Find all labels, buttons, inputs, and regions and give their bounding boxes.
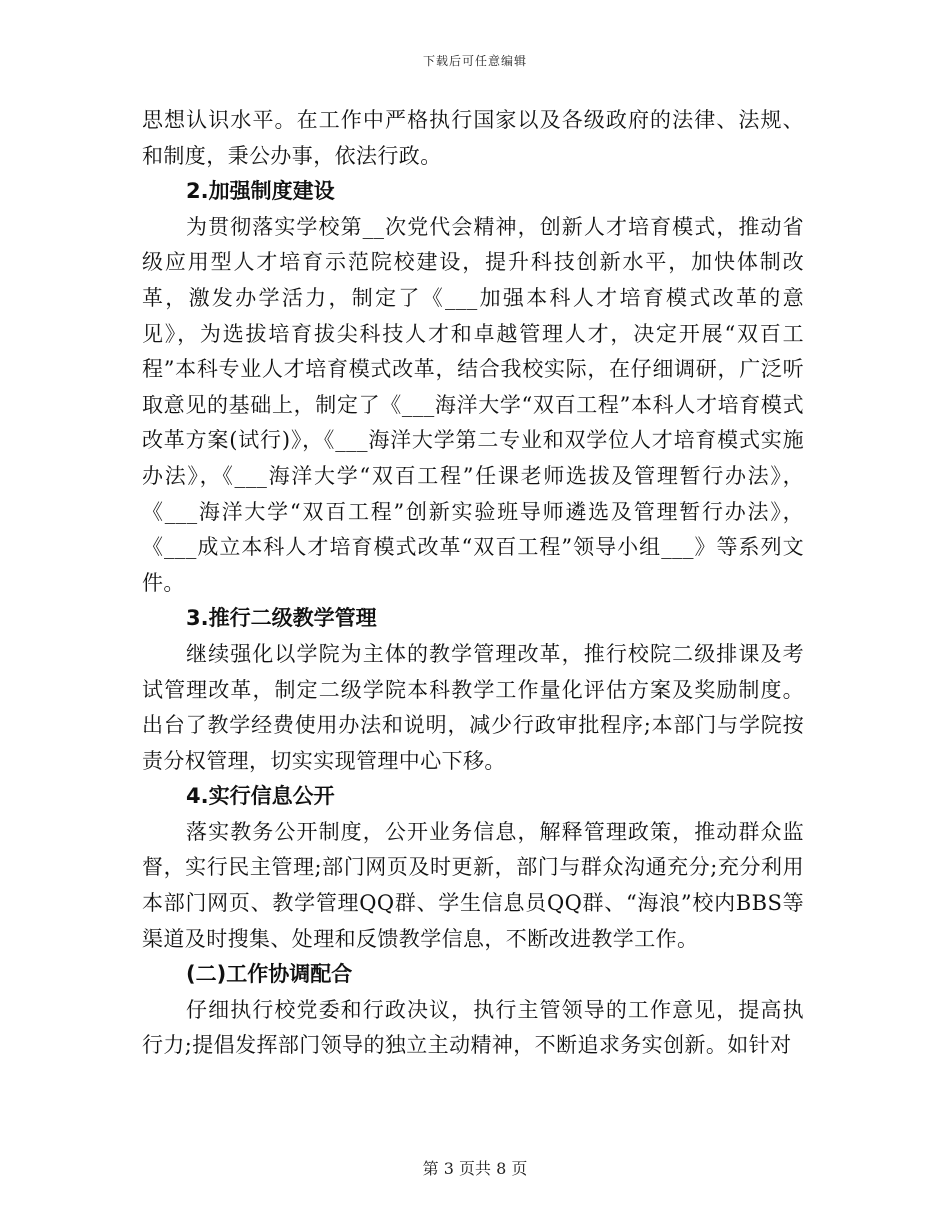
paragraph-two-level-management: 继续强化以学院为主体的教学管理改革，推行校院二级排课及考试管理改革，制定二级学院本科教学工作量化评估方案及奖励制度。出台了教学经费使用办法和说明，减少行政审批程序;本部门与学院按责分权管理，切实实现管理中心下移。 [142,641,804,773]
heading-two-level-management: 3.推行二级教学管理 [186,606,377,631]
heading-information-disclosure: 4.实行信息公开 [186,784,335,809]
page-number: 第 3 页共 8 页 [422,1159,528,1178]
heading-work-coordination: (二)工作协调配合 [186,962,353,987]
heading-system-construction: 2.加强制度建设 [186,179,335,204]
paragraph-information-disclosure: 落实教务公开制度，公开业务信息，解释管理政策，推动群众监督，实行民主管理;部门网页及时更新，部门与群众沟通充分;充分利用本部门网页、教学管理QQ群、学生信息员QQ群、“海浪”校内BBS等渠道及时搜集、处理和反馈教学信息，不断改进教学工作。 [142,819,804,951]
document-body [142,103,804,1064]
paragraph-system-construction: 为贯彻落实学校第__次党代会精神，创新人才培育模式，推动省级应用型人才培育示范院校建设，提升科技创新水平，加快体制改革，激发办学活力，制定了《___加强本科人才培育模式改革的意见》，为选拔培育拔尖科技人才和卓越管理人才，决定开展“双百工程”本科专业人才培育模式改革，结合我校实际，在仔细调研，广泛听取意见的基础上，制定了《___海洋大学“双百工程”本科人才培育模式改革方案(试行)》，《___海洋大学第二专业和双学位人才培育模式实施办法》，《___海洋大学“双百工程”任课老师选拔及管理暂行办法》，《___海洋大学“双百工程”创新实验班导师遴选及管理暂行办法》，《___成立本科人才培育模式改革“双百工程”领导小组___》等系列文件。 [142,214,804,595]
paragraph-continuation: 思想认识水平。在工作中严格执行国家以及各级政府的法律、法规、和制度，秉公办事，依法行政。 [142,108,804,168]
paragraph-work-coordination: 仔细执行校党委和行政决议，执行主管领导的工作意见，提高执行力;提倡发挥部门领导的独立主动精神，不断追求务实创新。如针对 [142,997,804,1058]
page-header: 下载后可任意编辑 [422,54,527,68]
